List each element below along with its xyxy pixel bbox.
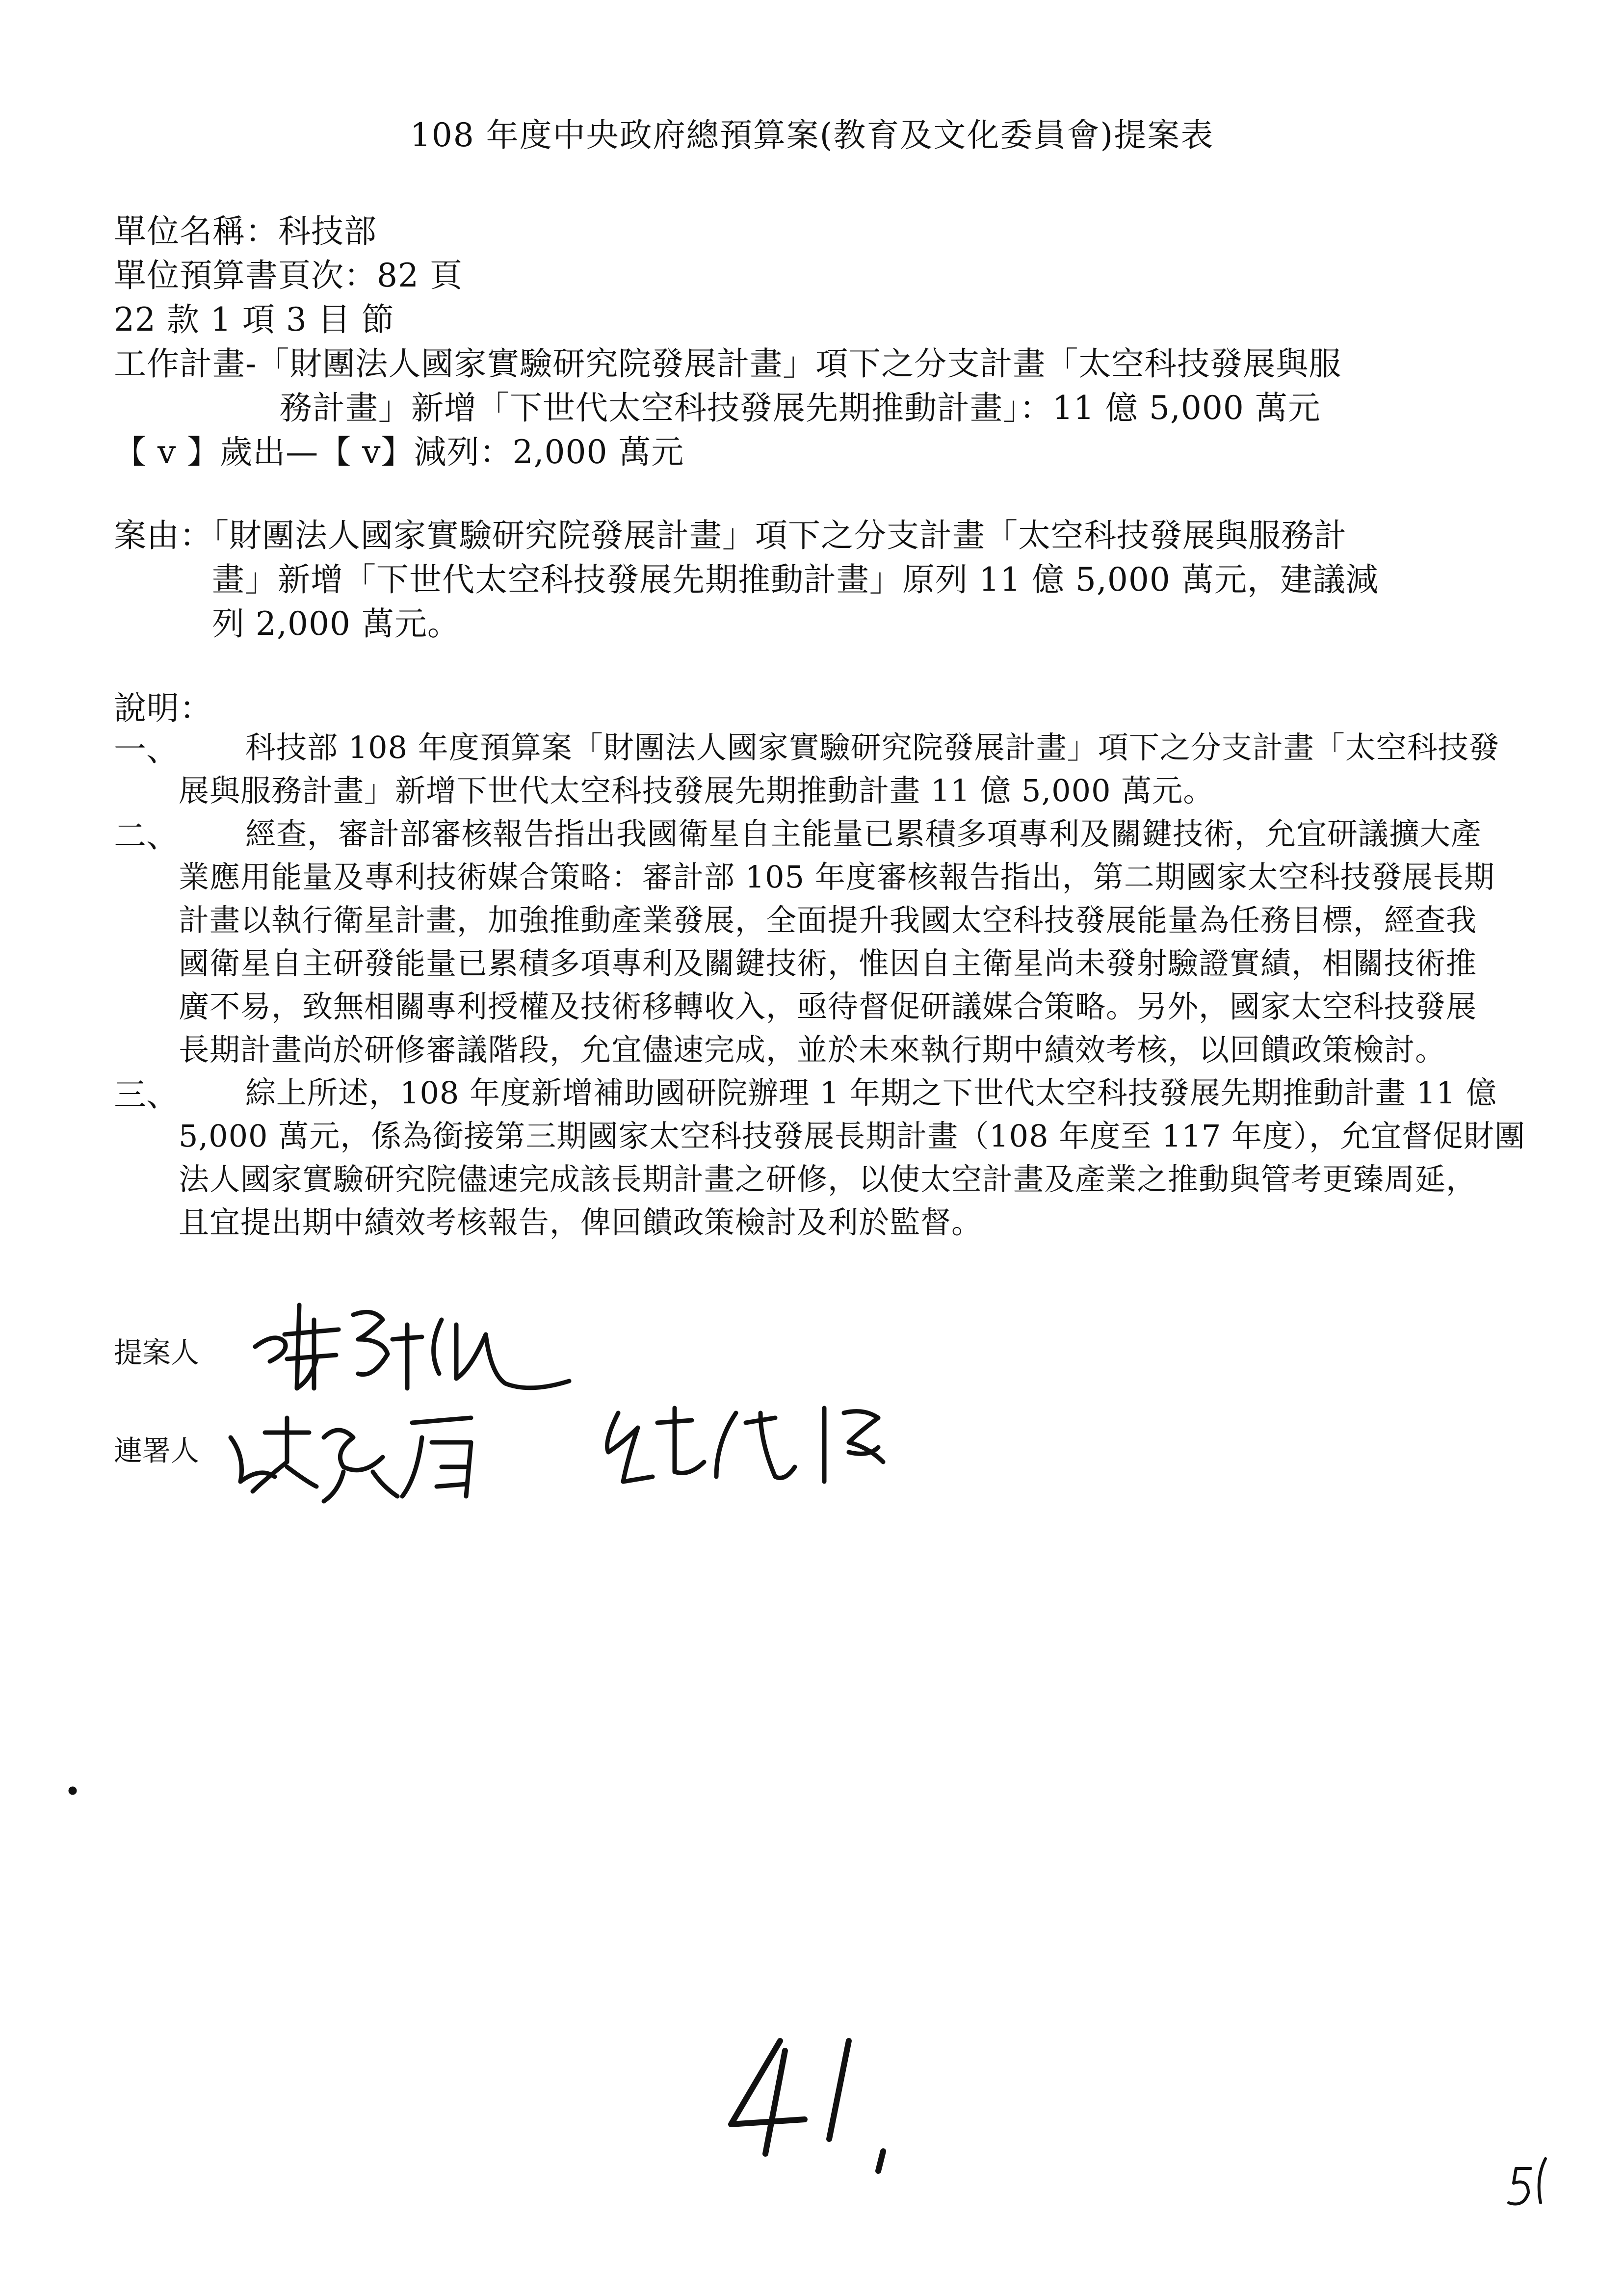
item-3-line-1: 綜上所述，108 年度新增補助國研院辦理 1 年期之下世代太空科技發展先期推動計畫 11 億 <box>245 1075 1497 1111</box>
handwritten-corner-mark <box>1509 2159 1545 2204</box>
budget-page: 單位預算書頁次：82 頁 <box>114 257 463 294</box>
item-2-line-6: 長期計畫尚於研修審議階段，允宜儘速完成，並於未來執行期中績效考核，以回饋政策檢討。 <box>179 1032 1446 1068</box>
cosigner-signature-2 <box>607 1408 884 1482</box>
proposal-line-2: 畫」新增「下世代太空科技發展先期推動計畫」原列 11 億 5,000 萬元，建議減 <box>212 561 1379 599</box>
work-plan-line-1: 工作計畫-「財團法人國家實驗研究院發展計畫」項下之分支計畫「太空科技發展與服 <box>114 345 1342 383</box>
cosigner-signature-1 <box>231 1418 471 1501</box>
budget-item: 22 款 1 項 3 目 節 <box>114 301 394 339</box>
item-2-line-4: 國衛星自主研發能量已累積多項專利及關鍵技術，惟因自主衛星尚未發射驗證實績，相關技術推 <box>179 945 1477 981</box>
item-2-line-5: 廣不易，致無相關專利授權及技術移轉收入，亟待督促研議媒合策略。另外，國家太空科技發展 <box>179 989 1477 1024</box>
stray-dot <box>71 1789 75 1793</box>
item-2-line-3: 計畫以執行衛星計畫，加強推動產業發展，全面提升我國太空科技發展能量為任務目標，經查我 <box>179 902 1477 938</box>
item-3-line-3: 法人國家實驗研究院儘速完成該長期計畫之研修，以使太空計畫及產業之推動與管考更臻周延， <box>179 1161 1477 1197</box>
item-number: 一、 <box>114 731 179 768</box>
cosigner-label: 連署人 <box>114 1434 200 1467</box>
item-3-line-2: 5,000 萬元，係為銜接第三期國家太空科技發展長期計畫（108 年度至 117 年度），允宜督促財團 <box>179 1118 1526 1154</box>
explanation-heading: 說明： <box>114 689 212 727</box>
item-1-line-2: 展與服務計畫」新增下世代太空科技發展先期推動計畫 11 億 5,000 萬元。 <box>179 773 1214 809</box>
unit-name: 單位名稱：科技部 <box>114 212 377 250</box>
item-number: 三、 <box>114 1076 179 1114</box>
item-1-line-1: 科技部 108 年度預算案「財團法人國家實驗研究院發展計畫」項下之分支計畫「太空科技發 <box>245 730 1500 765</box>
proposal-line-3: 列 2,000 萬元。 <box>212 605 460 643</box>
work-plan-line-2: 務計畫」新增「下世代太空科技發展先期推動計畫」：11 億 5,000 萬元 <box>280 389 1321 427</box>
item-2-line-1: 經查，審計部審核報告指出我國衛星自主能量已累積多項專利及關鍵技術，允宜研議擴大產 <box>245 816 1482 852</box>
item-3-line-4: 且宜提出期中績效考核報告，俾回饋政策檢討及利於監督。 <box>179 1204 983 1240</box>
handwritten-page-number <box>731 2041 883 2171</box>
item-number: 二、 <box>114 817 179 855</box>
page-title: 108 年度中央政府總預算案(教育及文化委員會)提案表 <box>410 116 1214 154</box>
proposer-label: 提案人 <box>114 1336 200 1369</box>
action-line: 【 v 】歲出—【 v】減列：2,000 萬元 <box>114 433 684 471</box>
item-2-line-2: 業應用能量及專利技術媒合策略：審計部 105 年度審核報告指出，第二期國家太空科技發展長期 <box>179 859 1495 895</box>
proposal-line-1: 案由：「財團法人國家實驗研究院發展計畫」項下之分支計畫「太空科技發展與服務計 <box>114 517 1347 554</box>
proposer-signature <box>255 1305 569 1388</box>
